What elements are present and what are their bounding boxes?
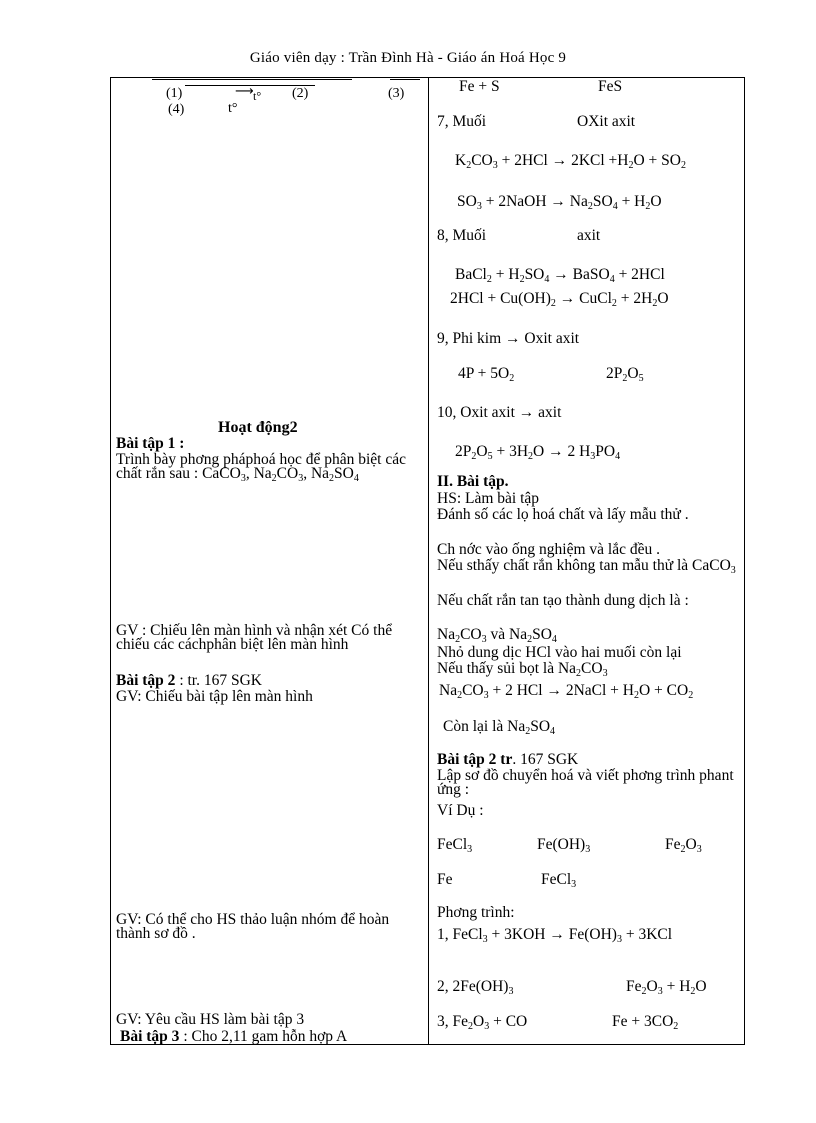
- equation-pt2-right: $Fe_2O_3 + H_2O$: [626, 978, 707, 997]
- exercise2-right-ref: . 167 SGK: [512, 751, 579, 768]
- exercise1-text: Trình bày phơng pháphoá học để phân biệt các chất rắn sau : CaCO$_3$, $Na_2CO_3$, $Na_2SO_4$: [116, 451, 406, 484]
- diagram-label-3: (3): [388, 86, 405, 101]
- fes-reactants: Fe + S: [459, 78, 500, 95]
- hs-line: HS: Làm bài tập: [437, 490, 540, 507]
- page-header: Giáo viên dạy : Trần Đình Hà - Giáo án Hoá Học 9: [249, 50, 567, 66]
- diagram-label-t2: t°: [228, 101, 238, 116]
- exercise3-text: : Cho 2,11 gam hỗn hợp A: [179, 1028, 348, 1045]
- heading-7-target: OXit axit: [577, 113, 636, 130]
- equation-pt1: 1, FeCl$_3$ + $3KOH \to Fe(OH)_3 + 3KCl$: [437, 926, 673, 945]
- column-divider: [428, 77, 429, 1045]
- fes-product: FeS: [598, 78, 623, 95]
- heading-9: 9, Phi kim → Oxit axit: [437, 330, 580, 347]
- exercise1-title: Bài tập 1 :: [116, 435, 185, 452]
- heading-8-target: axit: [577, 227, 601, 244]
- exercise2-heading: [116, 673, 262, 689]
- equation-7b: $SO_3$ + 2NaOH → $Na_2SO_4 + H_2O$: [457, 193, 662, 212]
- scheme-item-3: $Fe_2O_3$: [665, 836, 702, 855]
- activity-title: Hoạt động2: [218, 419, 298, 436]
- step-1: Đánh số các lọ hoá chất và lấy mẫu thử .: [437, 506, 689, 523]
- example-label: Ví Dụ :: [437, 802, 484, 819]
- equation-9-left: $4P + 5O_2$: [458, 365, 515, 384]
- diagram-label-1: (1): [166, 86, 183, 101]
- diagram-label-4: (4): [168, 102, 185, 117]
- step-8-equation: $Na_2CO_3 + 2$ HCl → 2NaCl + $H_2O + CO_2$: [439, 682, 694, 701]
- scheme-item-4: Fe: [437, 871, 453, 888]
- diagram-line: [390, 79, 420, 80]
- equation-8a: BaCl$_2$ + $H_2SO_4$ → BaSO$_4$ + 2HCl: [455, 266, 665, 285]
- step-3: Nếu sthấy chất rắn không tan mẫu thử là CaCO$_3$: [437, 557, 736, 576]
- scheme-item-1: FeCl$_3$: [437, 836, 473, 855]
- gv-note-2: GV: Chiếu bài tập lên màn hình: [116, 688, 313, 705]
- exercise2-right-heading: [437, 752, 578, 768]
- diagram-line: [152, 79, 352, 80]
- step-5: $Na_2CO_3$ và $Na_2SO_4$: [437, 626, 557, 645]
- heading-7: 7, Muối: [437, 113, 487, 130]
- exercise2-title: Bài tập 2: [116, 672, 176, 689]
- scheme-item-2: $Fe(OH)_3$: [537, 836, 591, 855]
- heading-10: 10, Oxit axit → axit: [437, 404, 562, 421]
- gv-note-4: GV: Yêu cầu HS làm bài tập 3: [116, 1011, 305, 1028]
- scheme-item-5: FeCl$_3$: [541, 871, 577, 890]
- equation-pt3-left: 3, $Fe_2O_3$ + CO: [437, 1013, 528, 1032]
- step-9: Còn lại là $Na_2SO_4$: [443, 718, 556, 737]
- equation-pt2-left: 2, $2Fe(OH)_3$: [437, 978, 514, 997]
- gv-note-3: GV: Có thể cho HS thảo luận nhóm để hoàn thành sơ đồ .: [116, 911, 390, 942]
- exercise3-heading: [120, 1029, 347, 1045]
- diagram-label-t: t°: [253, 89, 262, 103]
- step-7: Nếu thấy sủi bọt là $Na_2CO_3$: [437, 660, 608, 679]
- equation-8b: $2HCl + Cu(OH)_2$ → CuCl$_2$ + $2H_2O$: [450, 290, 669, 309]
- exercise2-ref: : tr. 167 SGK: [175, 672, 262, 689]
- exercise3-title: Bài tập 3: [120, 1028, 180, 1045]
- equations-title: Phơng trình:: [437, 904, 515, 921]
- gv-note-1: GV : Chiếu lên màn hình và nhận xét Có thể chiếu các cáchphân biệt lên màn hình: [116, 622, 393, 653]
- equation-7a: $K_2CO_3 + 2HCl \to 2KCl +H_2O + SO_2$: [455, 152, 686, 171]
- exercise2-right-task: Lập sơ đồ chuyển hoá và viết phơng trình phant ứng :: [437, 767, 734, 798]
- diagram-arrow-icon: ⟶: [235, 84, 254, 99]
- step-6: Nhỏ dung dịc HCl vào hai muối còn lại: [437, 644, 682, 661]
- step-2: Ch nớc vào ống nghiệm và lắc đều .: [437, 541, 660, 558]
- exercise2-right-title: Bài tập 2 tr: [437, 751, 513, 768]
- section-2-title: II. Bài tập.: [437, 473, 509, 490]
- equation-10: $2P_2O_5 + 3H_2O \to 2$ $H_3PO_4$: [455, 443, 621, 462]
- equation-pt3-right: $Fe + 3CO_2$: [612, 1013, 679, 1032]
- equation-9-right: $2P_2O_5$: [606, 365, 644, 384]
- diagram-label-2: (2): [292, 86, 309, 101]
- step-4: Nếu chất rắn tan tạo thành dung dịch là :: [437, 592, 689, 609]
- heading-8: 8, Muối: [437, 227, 487, 244]
